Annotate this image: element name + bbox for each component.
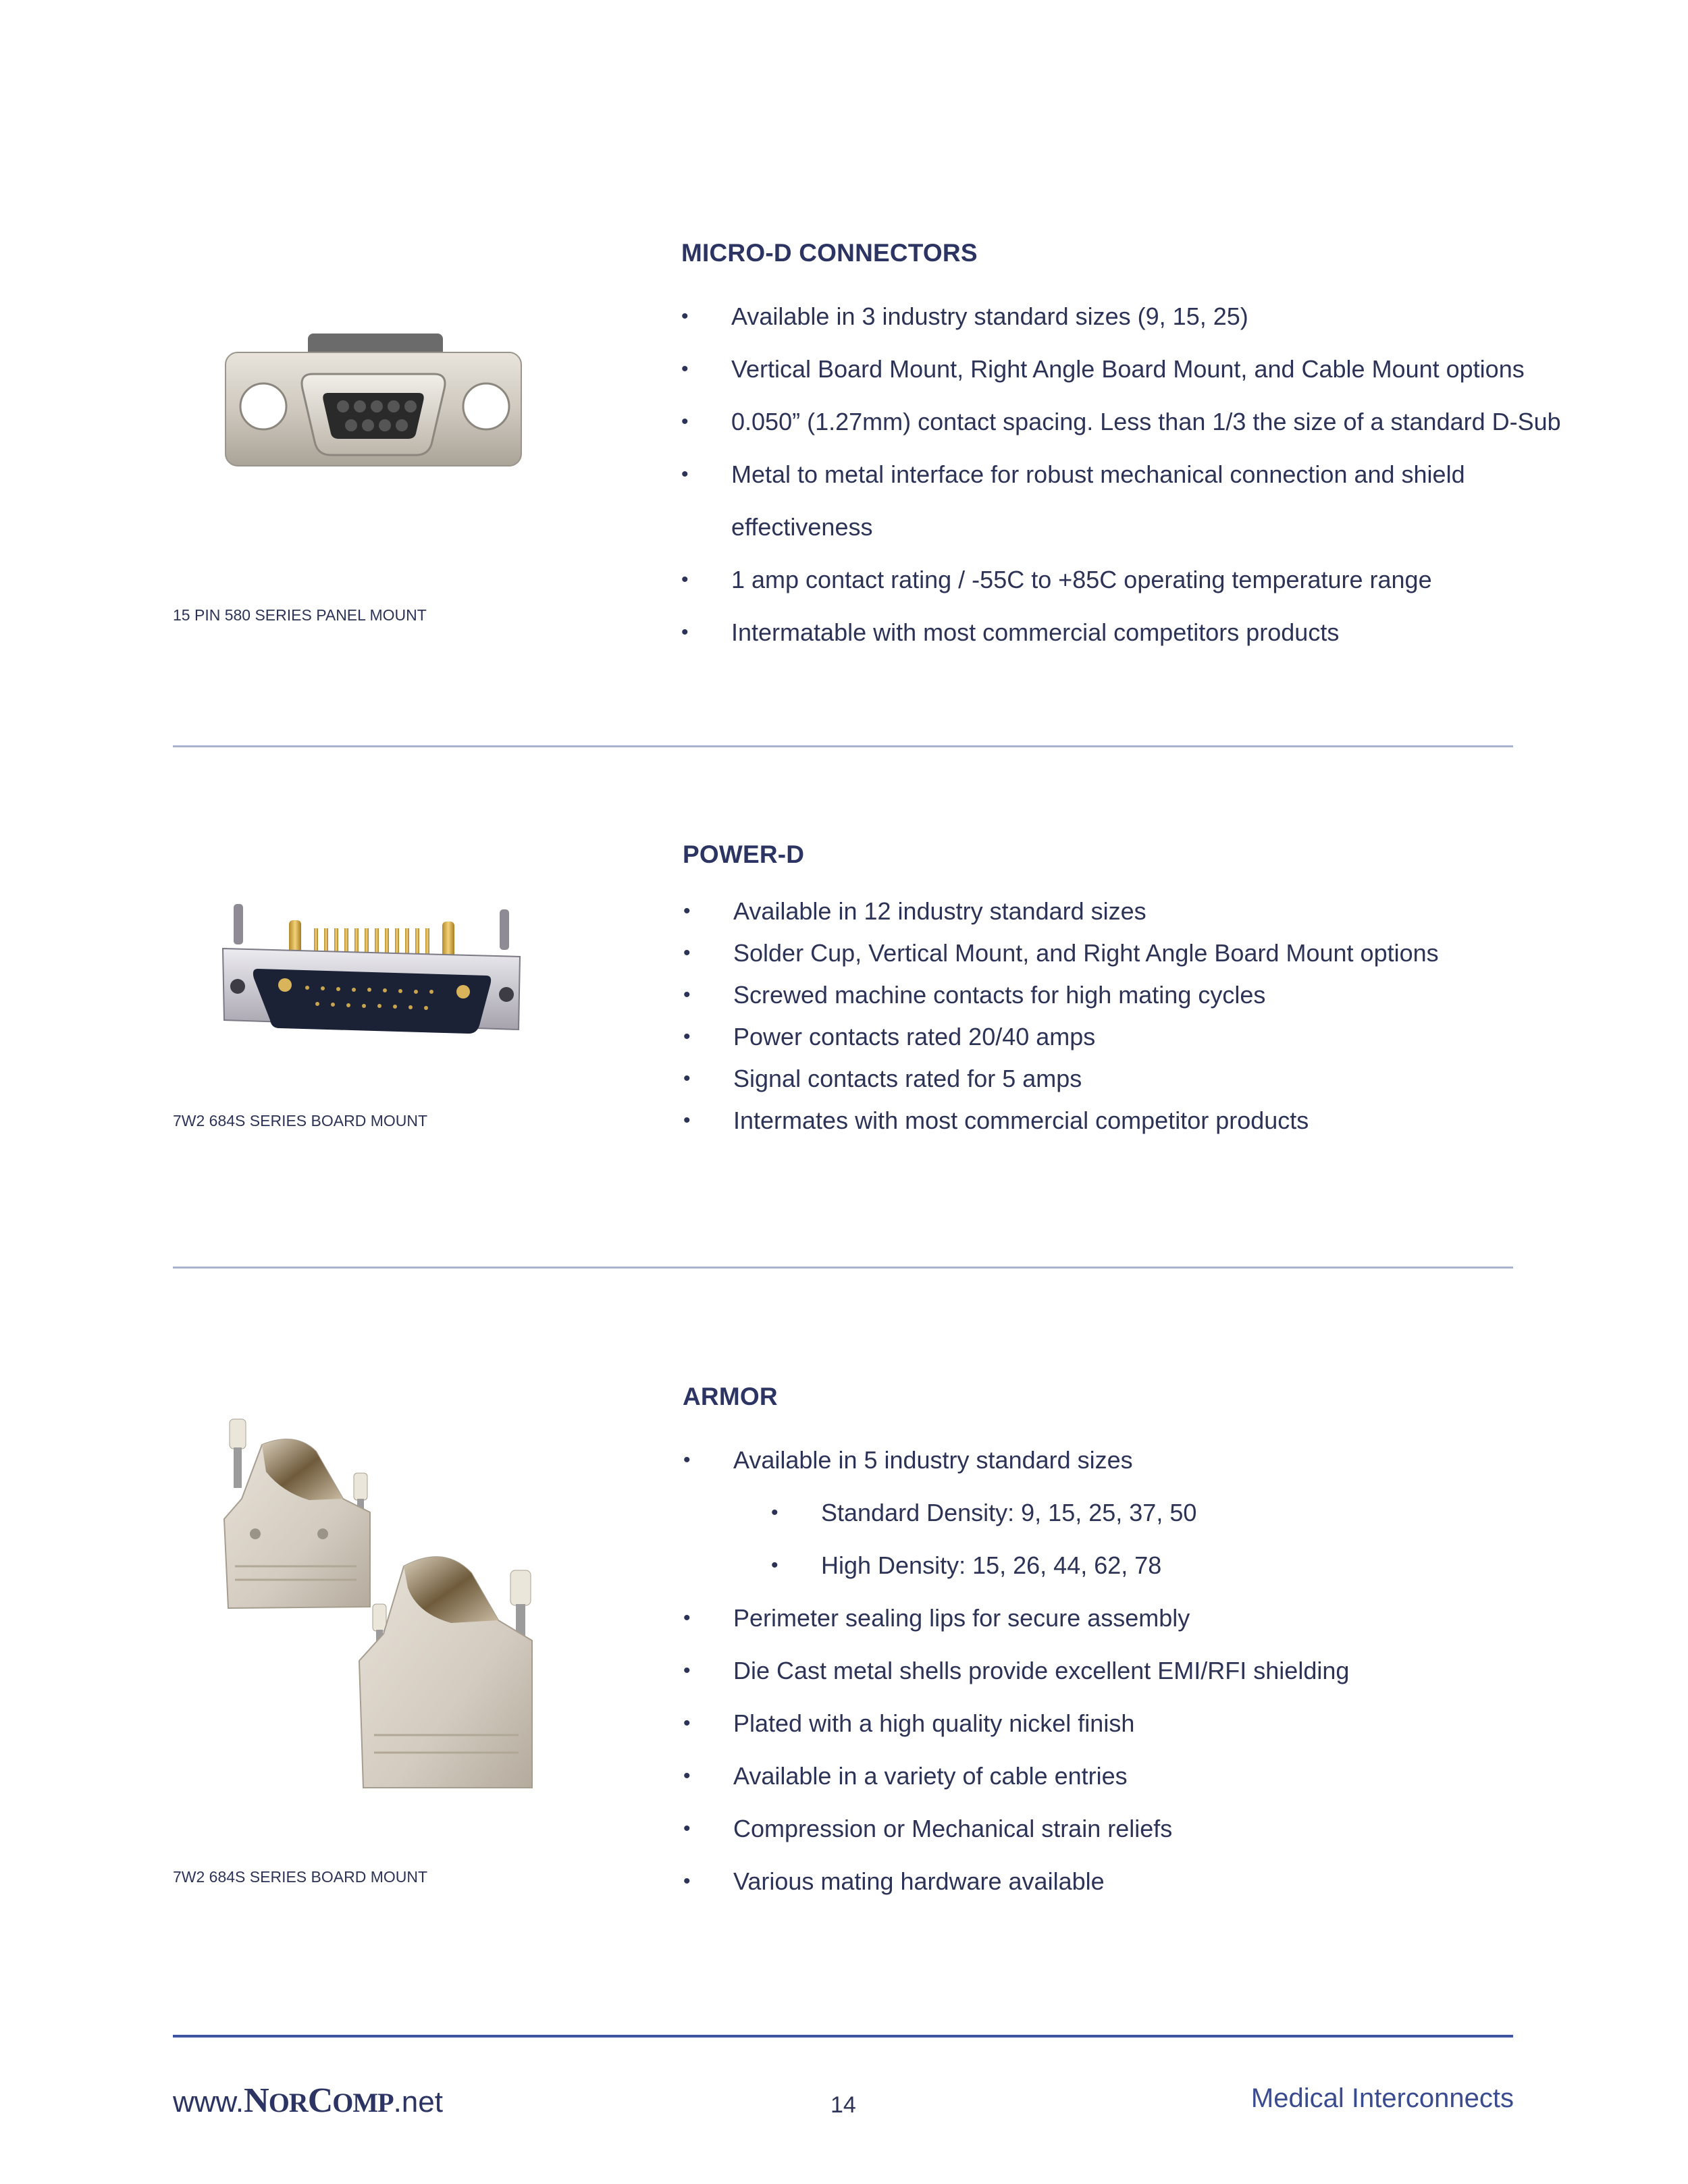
list-item: • Screwed machine contacts for high mating cycles (733, 974, 1439, 1016)
list-item: • Metal to metal interface for robust mechanical connection and shield (731, 448, 1561, 501)
bullet-dot: • (683, 1765, 691, 1787)
list-item: • Die Cast metal shells provide excellent EMI/RFI shielding (733, 1645, 1349, 1697)
bullet-dot: • (681, 568, 689, 591)
armor-backshell-image (215, 1418, 546, 1796)
micro-d-title: MICRO-D CONNECTORS (681, 239, 978, 267)
url-suffix: .net (393, 2085, 443, 2119)
sub-list-item: • High Density: 15, 26, 44, 62, 78 (821, 1539, 1349, 1592)
bullet-dot: • (683, 1109, 691, 1131)
list-item: • Compression or Mechanical strain reliefs (733, 1803, 1349, 1855)
sub-list-item: • Standard Density: 9, 15, 25, 37, 50 (821, 1487, 1349, 1539)
bullet-dot: • (681, 305, 689, 327)
bullet-dot: • (771, 1554, 779, 1576)
bullet-dot: • (683, 942, 691, 964)
micro-d-connector-image (221, 327, 525, 489)
bullet-dot: • (683, 1067, 691, 1090)
footer-section-title: Medical Interconnects (1250, 2083, 1514, 2113)
list-item: • Power contacts rated 20/40 amps (733, 1016, 1439, 1058)
list-item: • Available in 12 industry standard sizes (733, 890, 1439, 932)
list-item: • Plated with a high quality nickel finish (733, 1697, 1349, 1750)
list-item: • Vertical Board Mount, Right Angle Board Mount, and Cable Mount options (731, 343, 1561, 396)
bullet-dot: • (771, 1501, 779, 1524)
list-item: • Perimeter sealing lips for secure assembly (733, 1592, 1349, 1645)
armor-caption: 7W2 684S SERIES BOARD MOUNT (173, 1868, 428, 1886)
bullet-dot: • (681, 410, 689, 433)
norcomp-logo: NORCOMP (244, 2081, 394, 2120)
bullet-dot: • (683, 900, 691, 922)
list-item: • Available in 3 industry standard sizes (9, 15, 25) (731, 290, 1561, 343)
list-item: • Signal contacts rated for 5 amps (733, 1058, 1439, 1100)
list-item: • Solder Cup, Vertical Mount, and Right Angle Board Mount options (733, 932, 1439, 974)
micro-d-caption: 15 PIN 580 SERIES PANEL MOUNT (173, 606, 427, 624)
list-item-continuation: effectiveness (731, 513, 873, 541)
url-prefix: www. (173, 2085, 244, 2119)
list-item: • Available in 5 industry standard sizes (733, 1434, 1349, 1487)
armor-bullet-list (683, 1434, 1350, 1908)
bullet-dot: • (683, 1712, 691, 1734)
micro-d-bullet-list (681, 290, 1561, 659)
bullet-dot: • (683, 1026, 691, 1048)
bullet-dot: • (681, 358, 689, 380)
footer-divider (173, 2035, 1513, 2037)
power-d-caption: 7W2 684S SERIES BOARD MOUNT (173, 1112, 428, 1129)
armor-title: ARMOR (683, 1383, 778, 1410)
bullet-dot: • (683, 1607, 691, 1629)
bullet-dot: • (683, 1659, 691, 1682)
list-item: • Available in a variety of cable entries (733, 1750, 1349, 1803)
power-d-connector-image (209, 901, 533, 1046)
list-item: • Various mating hardware available (733, 1855, 1349, 1908)
list-item: • Intermatable with most commercial competitors products (731, 606, 1561, 659)
bullet-dot: • (683, 1449, 691, 1471)
page-number: 14 (830, 2092, 856, 2118)
list-item: • 0.050” (1.27mm) contact spacing. Less than 1/3 the size of a standard D-Sub (731, 396, 1561, 448)
footer-website-link[interactable] (173, 2081, 443, 2121)
list-item: • 1 amp contact rating / -55C to +85C operating temperature range (731, 554, 1561, 606)
bullet-dot: • (681, 621, 689, 643)
list-item: • Intermates with most commercial competitor products (733, 1100, 1439, 1142)
section-divider (173, 1267, 1513, 1269)
power-d-title: POWER-D (683, 841, 805, 868)
bullet-dot: • (683, 1817, 691, 1840)
bullet-dot: • (681, 463, 689, 485)
bullet-dot: • (683, 984, 691, 1006)
section-divider (173, 745, 1513, 747)
power-d-bullet-list (683, 890, 1439, 1142)
bullet-dot: • (683, 1870, 691, 1892)
